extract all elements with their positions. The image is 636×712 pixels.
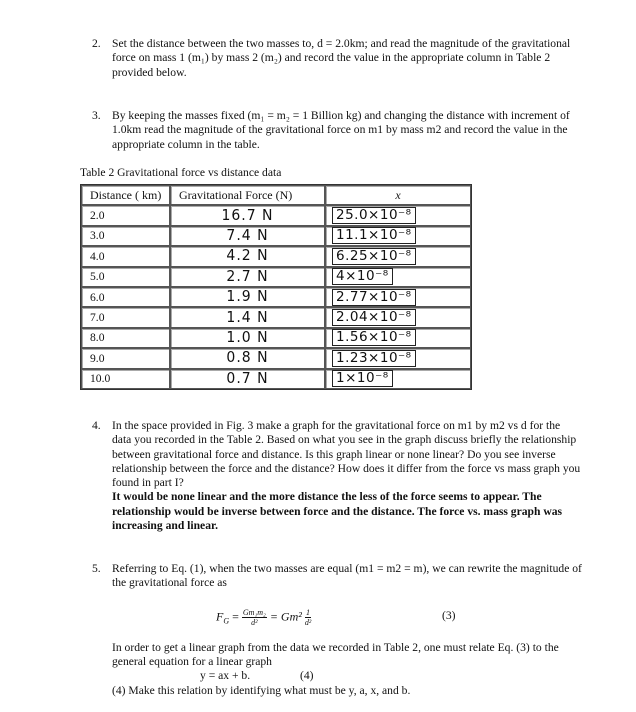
linear-equation: y = ax + b. (4)	[200, 669, 314, 682]
cell-force: 7.4 N	[170, 226, 325, 246]
question-5-para1: In order to get a linear graph from the data we recorded in Table 2, one must relate Eq. (3) to the general equation for a linear graph	[112, 641, 559, 669]
cell-distance: 8.0	[81, 328, 170, 348]
distance-force-table	[80, 184, 472, 390]
cell-x: 4×10⁻⁸	[325, 267, 471, 287]
cell-force: 1.0 N	[170, 328, 325, 348]
eq-sub: G	[223, 616, 230, 626]
header-force: Gravitational Force (N)	[170, 185, 325, 205]
question-2-text: Set the distance between the two masses to, d = 2.0km; and read the magnitude of the gravitational force on mass 1 (m₁) by mass 2 (m₂) and record the value in the appropriate column in Table 2 provided below.	[112, 37, 571, 79]
table-row	[81, 226, 471, 246]
cell-x: 1×10⁻⁸	[325, 369, 471, 389]
cell-distance: 9.0	[81, 348, 170, 368]
table-caption: Table 2 Gravitational force vs distance data	[80, 166, 282, 179]
equation-3: $F_G$ = $\frac{\text{Gm₁m₂}}{\text{d²}}$ = Gm² $\frac{1}{\text{d²}}$	[216, 608, 312, 627]
header-x: x	[325, 185, 471, 205]
eq-fraction-2: $\frac{1}{\text{d²}}$	[304, 608, 312, 627]
table-row	[81, 267, 471, 287]
table-row	[81, 307, 471, 327]
question-3-text: By keeping the masses fixed (m₁ = m₂ = 1 Billion kg) and changing the distance with increment of 1.0km read the magnitude of the gravitational force on m1 by mass m2 and record the value in the appropriate column in the table.	[112, 109, 570, 151]
table-row	[81, 369, 471, 389]
question-4	[92, 419, 582, 533]
question-5	[92, 562, 582, 591]
cell-x: 1.23×10⁻⁸	[325, 348, 471, 368]
eq-lhs: F	[216, 609, 224, 624]
cell-x: 25.0×10⁻⁸	[325, 205, 471, 225]
cell-distance: 3.0	[81, 226, 170, 246]
cell-distance: 6.0	[81, 287, 170, 307]
question-3	[92, 109, 582, 152]
eq-mid: = Gm²	[269, 609, 302, 624]
cell-x: 2.77×10⁻⁸	[325, 287, 471, 307]
cell-force: 0.7 N	[170, 369, 325, 389]
table-row	[81, 348, 471, 368]
table-row	[81, 205, 471, 225]
question-4-text: In the space provided in Fig. 3 make a graph for the gravitational force on m1 by m2 vs d for the data you recorded in the Table 2. Based on what you see in the graph discuss briefly the relationship between gravitational force and distance. Is this graph linear or none linear? Do you see inverse relationship between the force and the distance? How does it differ from the force vs mass graph you found in part I?	[112, 419, 581, 490]
cell-force: 16.7 N	[170, 205, 325, 225]
table-row	[81, 287, 471, 307]
table-row	[81, 328, 471, 348]
cell-x: 1.56×10⁻⁸	[325, 328, 471, 348]
question-2-number: 2.	[92, 37, 101, 50]
question-4-answer: It would be none linear and the more distance the less of the force seems to appear. The relationship would be inverse between force and the distance. The force vs. mass graph was increasing and linear.	[112, 490, 563, 533]
cell-distance: 5.0	[81, 267, 170, 287]
cell-force: 2.7 N	[170, 267, 325, 287]
equation-3-label: (3)	[442, 609, 456, 622]
cell-x: 2.04×10⁻⁸	[325, 307, 471, 327]
cell-x: 11.1×10⁻⁸	[325, 226, 471, 246]
table-row	[81, 246, 471, 266]
cell-force: 0.8 N	[170, 348, 325, 368]
question-3-number: 3.	[92, 109, 101, 122]
question-2	[92, 37, 582, 80]
table-header-row	[81, 185, 471, 205]
header-distance: Distance ( km)	[81, 185, 170, 205]
question-5-number: 5.	[92, 562, 101, 575]
linear-equation-label: (4)	[300, 669, 314, 682]
question-5-text: Referring to Eq. (1), when the two masses are equal (m1 = m2 = m), we can rewrite the magnitude of the gravitational force as	[112, 562, 582, 590]
cell-x: 6.25×10⁻⁸	[325, 246, 471, 266]
question-4-number: 4.	[92, 419, 101, 432]
cell-distance: 4.0	[81, 246, 170, 266]
cell-force: 4.2 N	[170, 246, 325, 266]
eq-fraction-1: $\frac{\text{Gm₁m₂}}{\text{d²}}$	[242, 608, 266, 627]
question-5-para2: (4) Make this relation by identifying what must be y, a, x, and b.	[112, 684, 411, 697]
cell-distance: 7.0	[81, 307, 170, 327]
cell-force: 1.4 N	[170, 307, 325, 327]
cell-distance: 10.0	[81, 369, 170, 389]
cell-force: 1.9 N	[170, 287, 325, 307]
cell-distance: 2.0	[81, 205, 170, 225]
